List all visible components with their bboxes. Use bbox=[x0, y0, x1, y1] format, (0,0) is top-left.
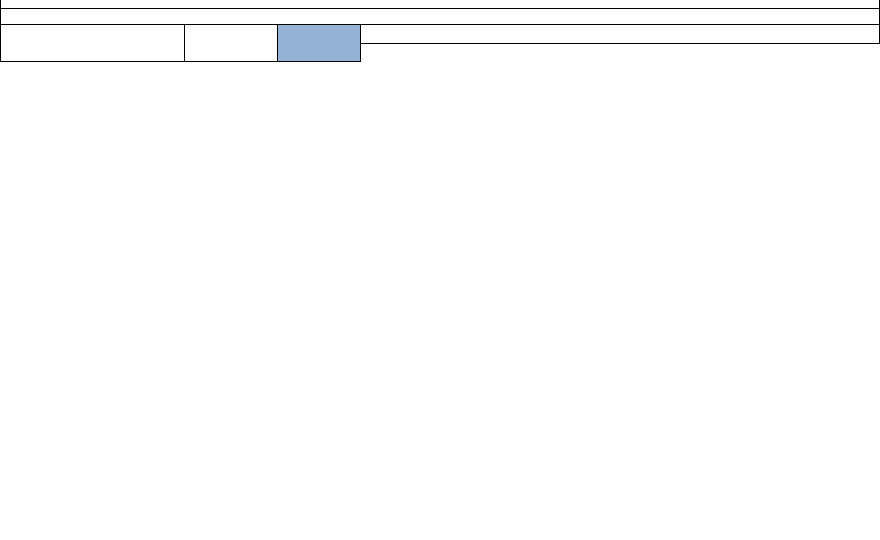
header-pool bbox=[277, 24, 361, 62]
header-hours bbox=[360, 24, 880, 44]
header-gym bbox=[184, 24, 278, 62]
header-instructor bbox=[0, 24, 185, 62]
school-year bbox=[0, 8, 880, 25]
